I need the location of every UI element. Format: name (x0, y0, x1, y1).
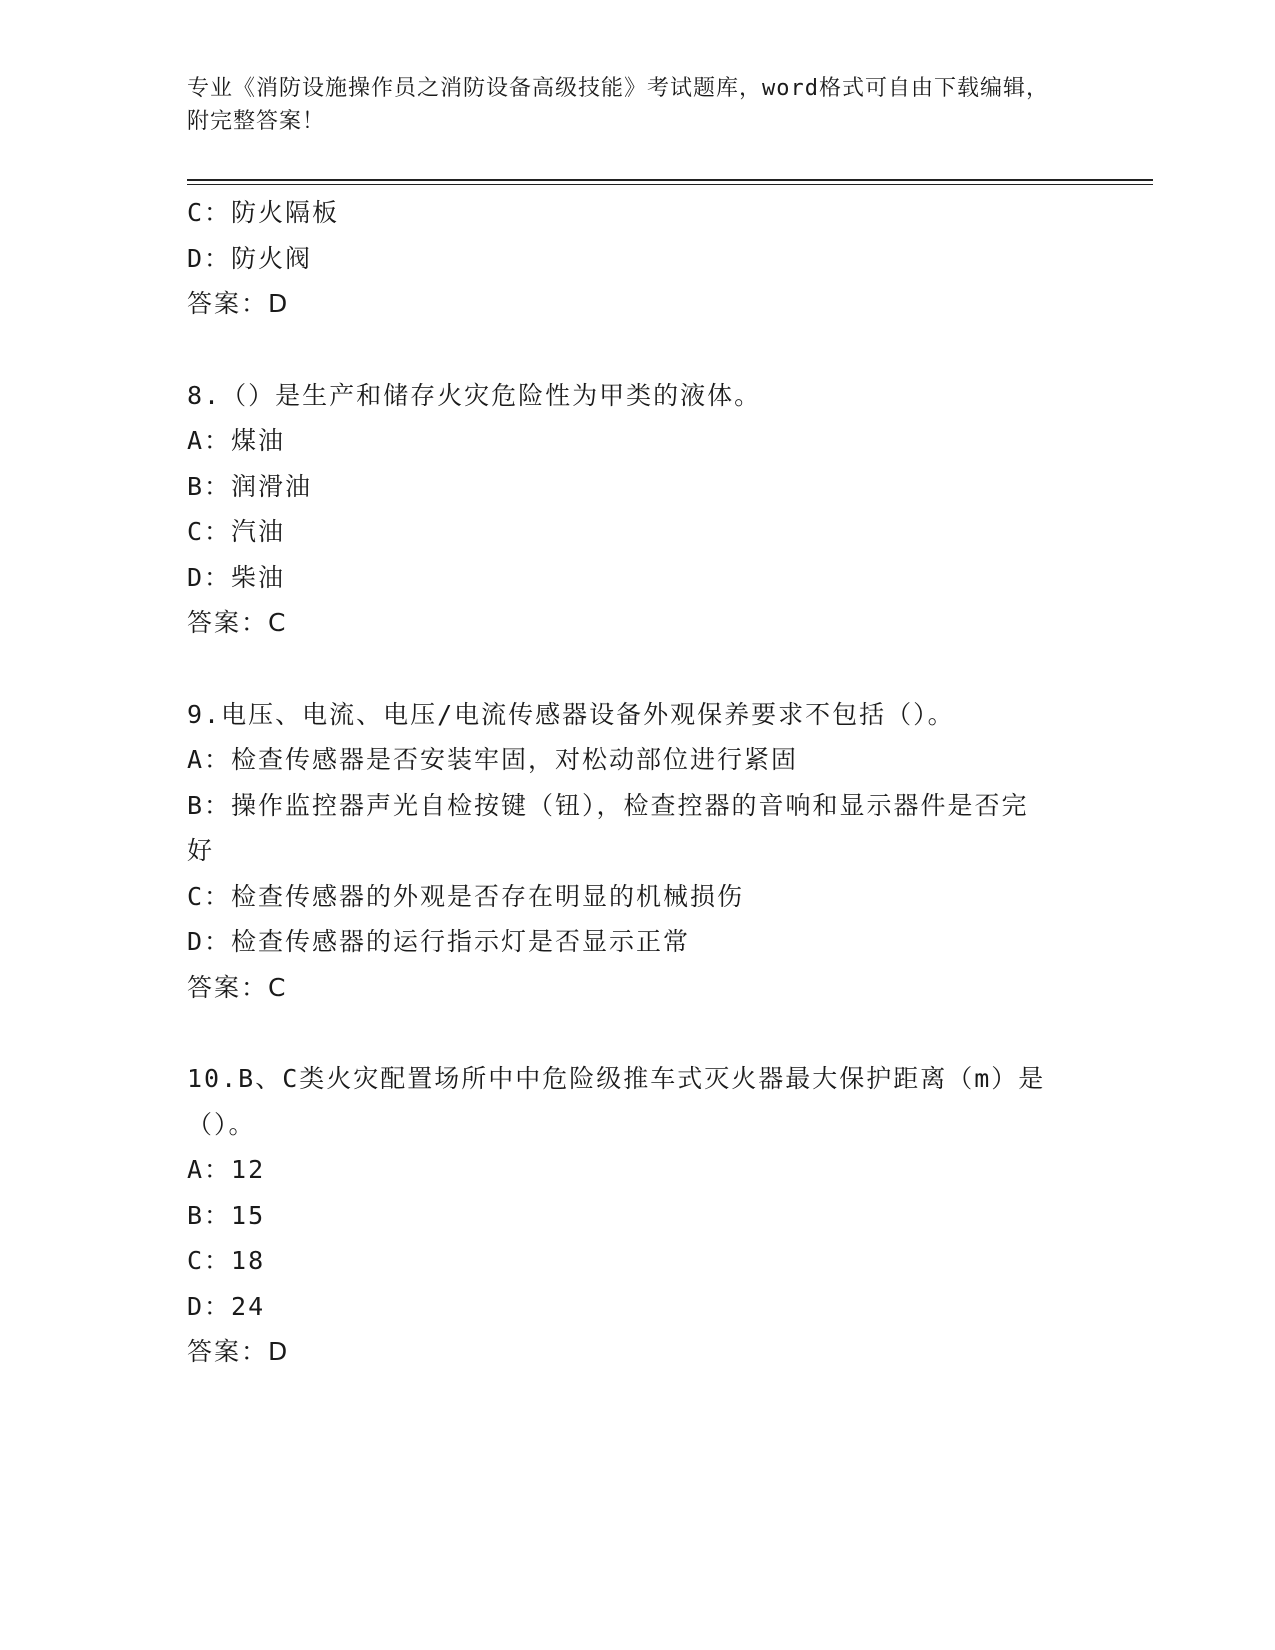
question-content (187, 190, 1087, 1375)
option-d: D：24 (187, 1291, 266, 1321)
question-9 (187, 692, 1087, 1011)
answer-line: 答案：D (187, 1337, 290, 1366)
option-d: D：防火阀 (187, 243, 313, 273)
answer-line: 答案：D (187, 289, 290, 318)
header-rule-thin (187, 184, 1153, 185)
spacer (187, 646, 1087, 692)
spacer (187, 327, 1087, 373)
option-c: C：检查传感器的外观是否存在明显的机械损伤 (187, 881, 745, 911)
option-a: A：检查传感器是否安装牢固，对松动部位进行紧固 (187, 745, 799, 774)
option-d: D：检查传感器的运行指示灯是否显示正常 (187, 927, 691, 956)
option-c: C：18 (187, 1246, 266, 1275)
spacer (187, 1010, 1087, 1056)
option-a: A：煤油 (187, 426, 286, 455)
answer-line: 答案：C (187, 972, 288, 1002)
option-d: D：柴油 (187, 562, 286, 592)
option-a: A：12 (187, 1155, 266, 1184)
question-stem: 8.（）是生产和储存火灾危险性为甲类的液体。 (187, 380, 762, 410)
document-header (187, 72, 1067, 138)
option-b: B：操作监控器声光自检按键（钮），检查控器的音响和显示器件是否完好 (187, 790, 1029, 865)
question-10 (187, 1056, 1087, 1375)
option-b: B：15 (187, 1200, 266, 1230)
answer-line: 答案：C (187, 608, 288, 637)
option-c: C：汽油 (187, 517, 286, 546)
header-intro-text: 专业《消防设施操作员之消防设备高级技能》考试题库，word格式可自由下载编辑，附完整答案！ (187, 76, 1049, 134)
header-rule-thick (187, 179, 1153, 181)
option-b: B：润滑油 (187, 471, 313, 501)
question-stem: 10.B、C类火灾配置场所中中危险级推车式灭火器最大保护距离（m）是（）。 (187, 1064, 1046, 1139)
previous-question-tail (187, 190, 1087, 327)
question-8 (187, 373, 1087, 646)
question-stem: 9.电压、电流、电压/电流传感器设备外观保养要求不包括（）。 (187, 699, 955, 729)
option-c: C：防火隔板 (187, 198, 340, 227)
